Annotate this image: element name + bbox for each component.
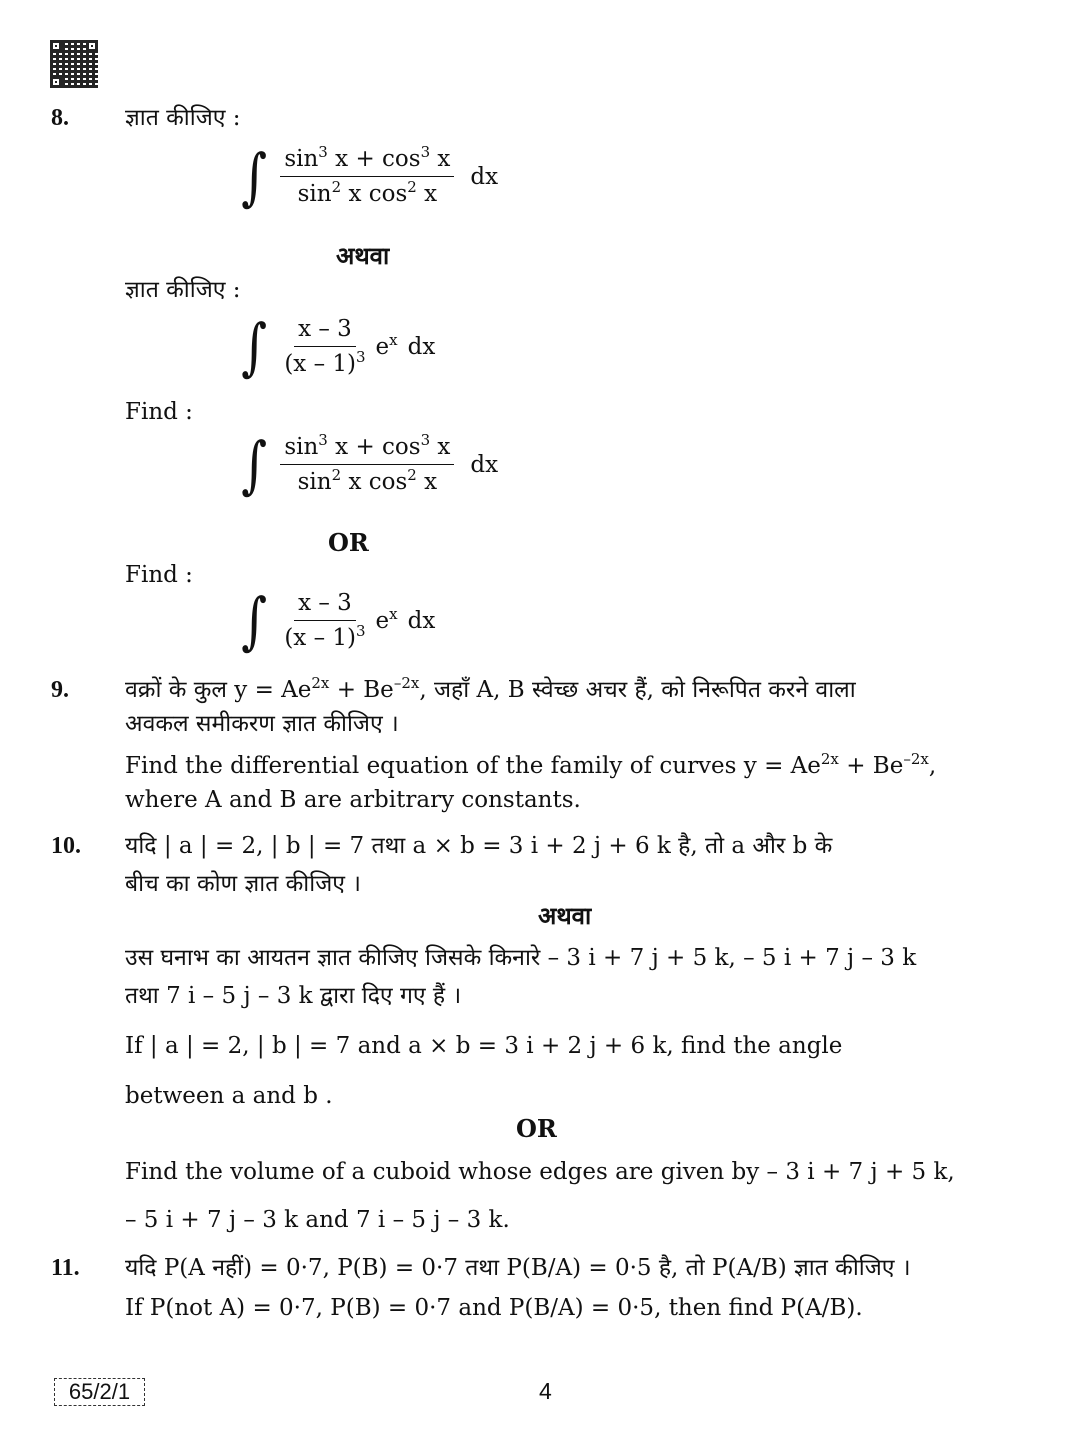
question-text-english: – 5 i + 7 j – 3 k and 7 i – 5 j – 3 k. — [125, 1207, 510, 1233]
question-number: 11. — [51, 1255, 80, 1281]
integral-expression: ∫ $\frac{\sin^3 x + \cos^3 x}{\sin^2 x \cos^2 x}$ dx — [241, 427, 499, 501]
question-text-hindi: यदि | a | = 2, | b | = 7 तथा a × b = 3 i + 2 j + 6 k है, तो a और b के — [125, 833, 833, 859]
question-prompt-english: Find : — [125, 562, 193, 588]
question-text-hindi: अवकल समीकरण ज्ञात कीजिए । — [125, 711, 399, 737]
integral-expression: ∫ $\frac{x - 3}{(x - 1)^3}$ $e^x$ dx — [241, 583, 436, 657]
question-text-hindi: तथा 7 i – 5 j – 3 k द्वारा दिए गए हैं । — [125, 983, 462, 1009]
question-text-english: where A and B are arbitrary constants. — [125, 787, 581, 813]
or-heading-english: OR — [516, 1114, 557, 1143]
qr-finder — [50, 76, 62, 88]
question-number: 9. — [51, 677, 69, 703]
question-text-english: between a and b . — [125, 1083, 333, 1109]
fraction: $\frac{x - 3}{(x - 1)^3}$ — [284, 316, 366, 377]
question-number: 8. — [51, 105, 69, 131]
question-text-hindi: यदि P(A नहीं) = 0·7, P(B) = 0·7 तथा P(B/A) = 0·5 है, तो P(A/B) ज्ञात कीजिए । — [125, 1255, 911, 1281]
integral-sign: ∫ — [241, 583, 268, 657]
integral-expression: ∫ $\frac{\sin^3 x + \cos^3 x}{\sin^2 x \cos^2 x}$ dx — [241, 139, 499, 213]
or-heading-english: OR — [328, 528, 369, 557]
question-text-hindi: उस घनाभ का आयतन ज्ञात कीजिए जिसके किनारे – 3 i + 7 j + 5 k, – 5 i + 7 j – 3 k — [125, 945, 917, 971]
or-heading-hindi: अथवा — [336, 241, 390, 270]
fraction: $\frac{x - 3}{(x - 1)^3}$ — [284, 590, 366, 651]
question-prompt-hindi: ज्ञात कीजिए : — [125, 277, 241, 303]
integral-sign: ∫ — [241, 427, 268, 501]
question-text-english: Find the volume of a cuboid whose edges are given by – 3 i + 7 j + 5 k, — [125, 1159, 955, 1185]
question-prompt-english: Find : — [125, 399, 193, 425]
question-text-hindi: वक्रों के कुल $y = Ae^{2x} + Be^{-2x}$, जहाँ A, B स्वेच्छ अचर हैं, को निरूपित करने वाला — [125, 674, 856, 703]
paper-code-box: 65/2/1 — [54, 1378, 145, 1406]
integral-expression: ∫ $\frac{x - 3}{(x - 1)^3}$ $e^x$ dx — [241, 309, 436, 383]
question-text-english: If | a | = 2, | b | = 7 and a × b = 3 i + 2 j + 6 k, find the angle — [125, 1033, 843, 1059]
qr-finder — [50, 40, 62, 52]
integral-sign: ∫ — [241, 139, 268, 213]
page-number: 4 — [539, 1378, 552, 1404]
question-text-english: Find the differential equation of the family of curves $y = Ae^{2x} + Be^{-2x}$, — [125, 750, 937, 779]
integral-sign: ∫ — [241, 309, 268, 383]
question-text-english: If P(not A) = 0·7, P(B) = 0·7 and P(B/A) = 0·5, then find P(A/B). — [125, 1295, 863, 1321]
question-text-hindi: बीच का कोण ज्ञात कीजिए । — [125, 871, 362, 897]
question-number: 10. — [51, 833, 81, 859]
question-prompt-hindi: ज्ञात कीजिए : — [125, 105, 241, 131]
fraction: $\frac{\sin^3 x + \cos^3 x}{\sin^2 x \cos^2 x}$ — [280, 432, 454, 497]
qr-code-icon — [50, 40, 98, 88]
qr-finder — [86, 40, 98, 52]
fraction: $\frac{\sin^3 x + \cos^3 x}{\sin^2 x \cos^2 x}$ — [280, 144, 454, 209]
or-heading-hindi: अथवा — [538, 901, 592, 930]
